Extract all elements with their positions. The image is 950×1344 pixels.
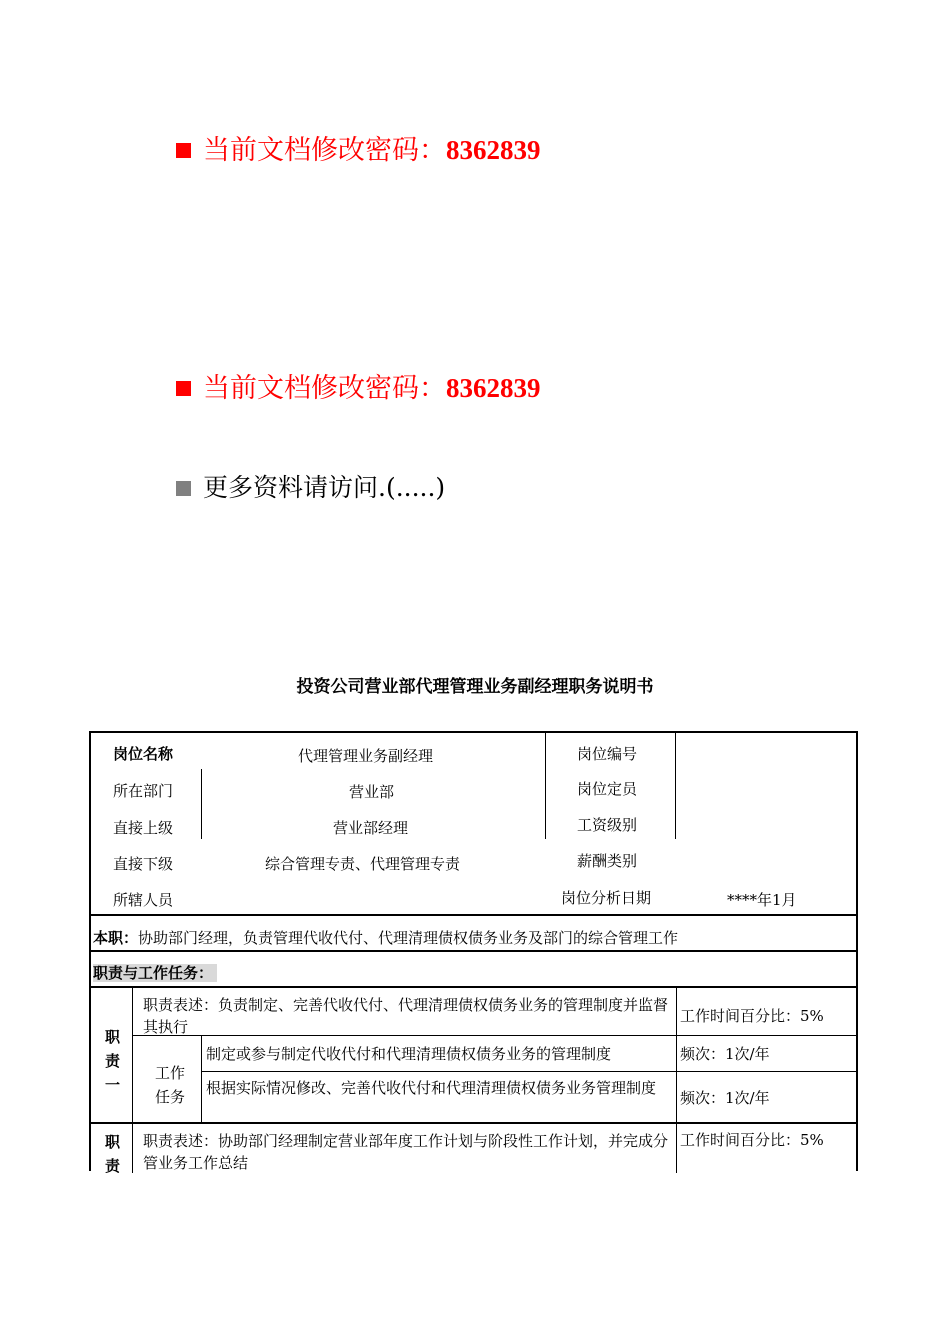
- document-title: 投资公司营业部代理管理业务副经理职务说明书: [296, 677, 654, 697]
- resp1-time: 工作时间百分比：5%: [680, 1007, 824, 1025]
- password-code-2: 8362839: [446, 373, 541, 403]
- dept-label: 所在部门: [113, 782, 174, 800]
- password-line-1: [176, 135, 541, 166]
- resp2-time: 工作时间百分比：5%: [680, 1131, 824, 1149]
- more-info-text: 更多资料请访问.(.....): [203, 473, 446, 502]
- job-description-table: [89, 731, 858, 1175]
- red-square-bullet-icon: [176, 381, 191, 396]
- password-code-1: 8362839: [446, 135, 541, 165]
- password-label-2: 当前文档修改密码：: [203, 373, 446, 404]
- resp1-task-label: 工作任务: [155, 1064, 186, 1106]
- staff-label: 所辖人员: [113, 891, 174, 909]
- pay-label: 薪酬类别: [577, 852, 638, 870]
- resp2-desc: 职责表述：协助部门经理制定营业部年度工作计划与阶段性工作计划，并完成分管业务工作总结: [143, 1132, 669, 1172]
- date-value: ****年1月: [727, 891, 797, 909]
- duty-row: [93, 929, 678, 947]
- quota-label: 岗位定员: [577, 780, 638, 798]
- gray-square-bullet-icon: [176, 481, 191, 496]
- resp1-label: 职责一: [105, 1028, 121, 1094]
- superior-value: 营业部经理: [333, 819, 409, 837]
- post-no-label: 岗位编号: [577, 745, 638, 763]
- dept-value: 营业部: [349, 783, 395, 801]
- resp2-label: 职责: [105, 1133, 121, 1175]
- resp1-desc: 职责表述：负责制定、完善代收代付、代理清理债权债务业务的管理制度并监督其执行: [143, 996, 669, 1036]
- password-line-2: [176, 373, 541, 404]
- red-square-bullet-icon: [176, 143, 191, 158]
- duty-text: 协助部门经理，负责管理代收代付、代理清理债权债务业务及部门的综合管理工作: [138, 929, 679, 947]
- password-label-1: 当前文档修改密码：: [203, 135, 446, 166]
- subordinate-value: 综合管理专责、代理管理专责: [265, 855, 461, 873]
- resp1-task1: 制定或参与制定代收代付和代理清理债权债务业务的管理制度: [206, 1045, 612, 1063]
- post-name-value: 代理管理业务副经理: [298, 747, 434, 765]
- subordinate-label: 直接下级: [113, 855, 174, 873]
- duty-label: 本职：: [93, 929, 139, 947]
- more-info-line: [176, 473, 445, 503]
- resp1-task2: 根据实际情况修改、完善代收代付和代理清理债权债务业务管理制度: [206, 1079, 657, 1097]
- wage-label: 工资级别: [577, 816, 638, 834]
- tasks-header: 职责与工作任务：: [93, 964, 217, 982]
- date-label: 岗位分析日期: [561, 889, 652, 907]
- resp1-task1-freq: 频次：1次/年: [680, 1045, 770, 1063]
- post-name-label: 岗位名称: [113, 745, 174, 763]
- superior-label: 直接上级: [113, 819, 174, 837]
- resp1-task2-freq: 频次：1次/年: [680, 1089, 770, 1107]
